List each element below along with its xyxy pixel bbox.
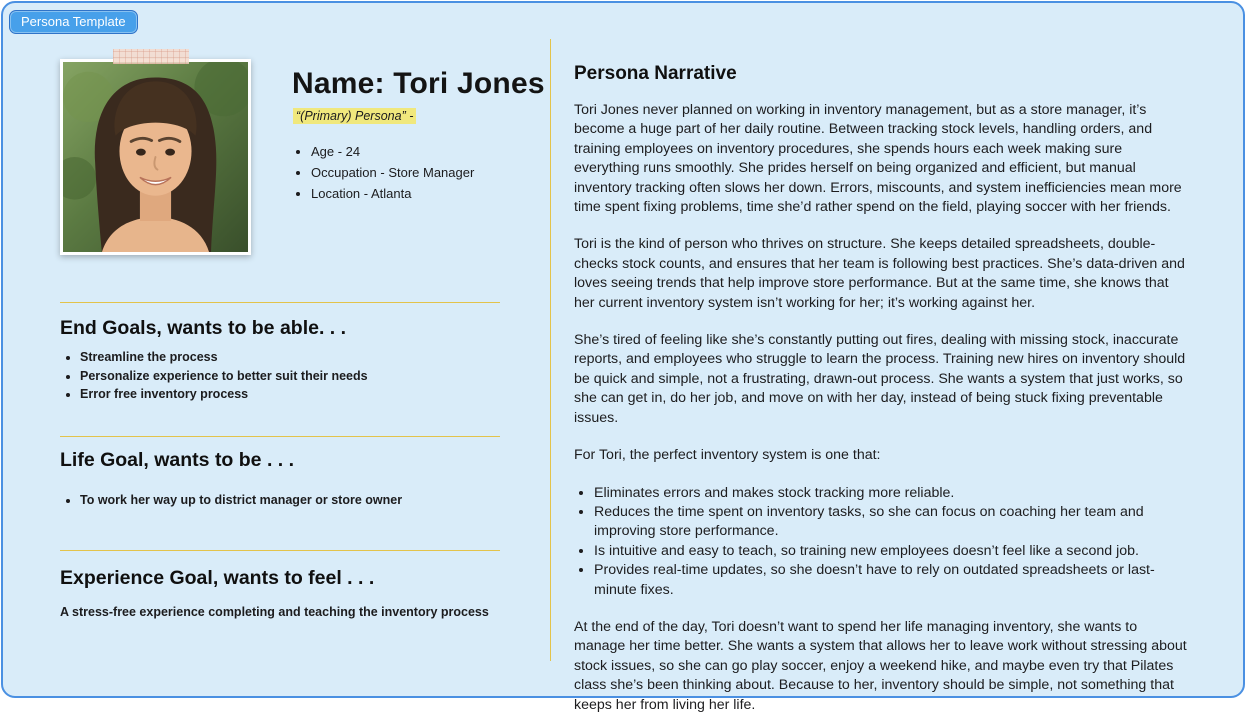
- narrative-paragraph: She’s tired of feeling like she’s constantly putting out fires, dealing with missing stock, inaccurate reports, and employees who struggle to learn the process. Training new hires on inventory should be quick and simple, not a frustrating, drawn-out process. She wants a system that just works, so she can get in, do her job, and move on with her day, instead of being stuck fixing preventable issues.: [574, 332, 1186, 426]
- section-divider: [60, 550, 500, 551]
- life-goal-item: • To work her way up to district manager or store owner: [80, 491, 495, 510]
- profile-detail-occupation: • Occupation - Store Manager: [311, 162, 474, 183]
- end-goals-item: • Error free inventory process: [80, 385, 495, 404]
- washi-tape: [113, 49, 189, 64]
- narrative-bullet: • Reduces the time spent on inventory tasks, so she can focus on coaching her team and improving store performance.: [594, 503, 1191, 542]
- narrative-title: Persona Narrative: [574, 63, 737, 84]
- narrative-bullet: • Is intuitive and easy to teach, so training new employees doesn’t feel like a second job.: [594, 542, 1191, 561]
- end-goals-item: • Personalize experience to better suit their needs: [80, 367, 495, 386]
- profile-detail-location: • Location - Atlanta: [311, 183, 474, 204]
- narrative-column: [574, 63, 1191, 715]
- profile-detail-age: • Age - 24: [311, 141, 474, 162]
- section-divider: [60, 436, 500, 437]
- narrative-bullet: • Eliminates errors and makes stock tracking more reliable.: [594, 484, 1191, 503]
- life-goal-list: [65, 491, 495, 510]
- persona-photo: [60, 59, 251, 255]
- end-goals-item: • Streamline the process: [80, 348, 495, 367]
- persona-board: [1, 1, 1245, 713]
- persona-template-tag[interactable]: Persona Template: [9, 10, 138, 34]
- end-goals-title: End Goals, wants to be able. . .: [60, 317, 347, 339]
- life-goal-title: Life Goal, wants to be . . .: [60, 449, 295, 471]
- narrative-closing: At the end of the day, Tori doesn’t want to spend her life managing inventory, she wants to manage her time better. She wants a system that allows her to leave work without stressing about stock issues, so she can go play soccer, enjoy a weekend hike, and maybe even try that Pilates class she’s been thinking about. Because to her, inventory should be simple, not something that keeps her from living her life.: [574, 618, 1187, 713]
- experience-goal-title: Experience Goal, wants to feel . . .: [60, 567, 375, 589]
- narrative-bullet-list: [574, 484, 1191, 600]
- section-divider: [60, 302, 500, 303]
- profile-details-list: [297, 141, 474, 204]
- column-divider: [550, 39, 551, 661]
- narrative-paragraph: Tori is the kind of person who thrives on structure. She keeps detailed spreadsheets, double-checks stock counts, and ensures that her team is following best practices. She’s data-driven and loves seeing trends that help improve store performance. But at the same time, she knows that her current inventory system isn’t working for her; it’s working against her.: [574, 236, 1185, 311]
- highlighted-subtitle-text: “(Primary) Persona” -: [293, 108, 416, 124]
- narrative-bullet: • Provides real-time updates, so she doesn’t have to rely on outdated spreadsheets or last-minute fixes.: [594, 561, 1191, 600]
- experience-goal-note: A stress-free experience completing and teaching the inventory process: [60, 605, 489, 619]
- narrative-paragraph: For Tori, the perfect inventory system is one that:: [574, 447, 881, 464]
- portrait-illustration: [63, 62, 248, 252]
- end-goals-list: [65, 348, 495, 404]
- persona-subtitle: [293, 109, 416, 123]
- persona-name: Name: Tori Jones: [292, 67, 545, 100]
- narrative-paragraph: Tori Jones never planned on working in inventory management, but as a store manager, it’s become a huge part of her daily routine. Between tracking stock levels, handling orders, and training employees on inventory procedures, she spends hours each week making sure everything runs smoothly. She prides herself on being organized and efficient, but manual inventory tracking often slows her down. Errors, miscounts, and system inefficiencies mean more time spent fixing problems, time she’d rather spend on the field, playing soccer with her friends.: [574, 102, 1182, 216]
